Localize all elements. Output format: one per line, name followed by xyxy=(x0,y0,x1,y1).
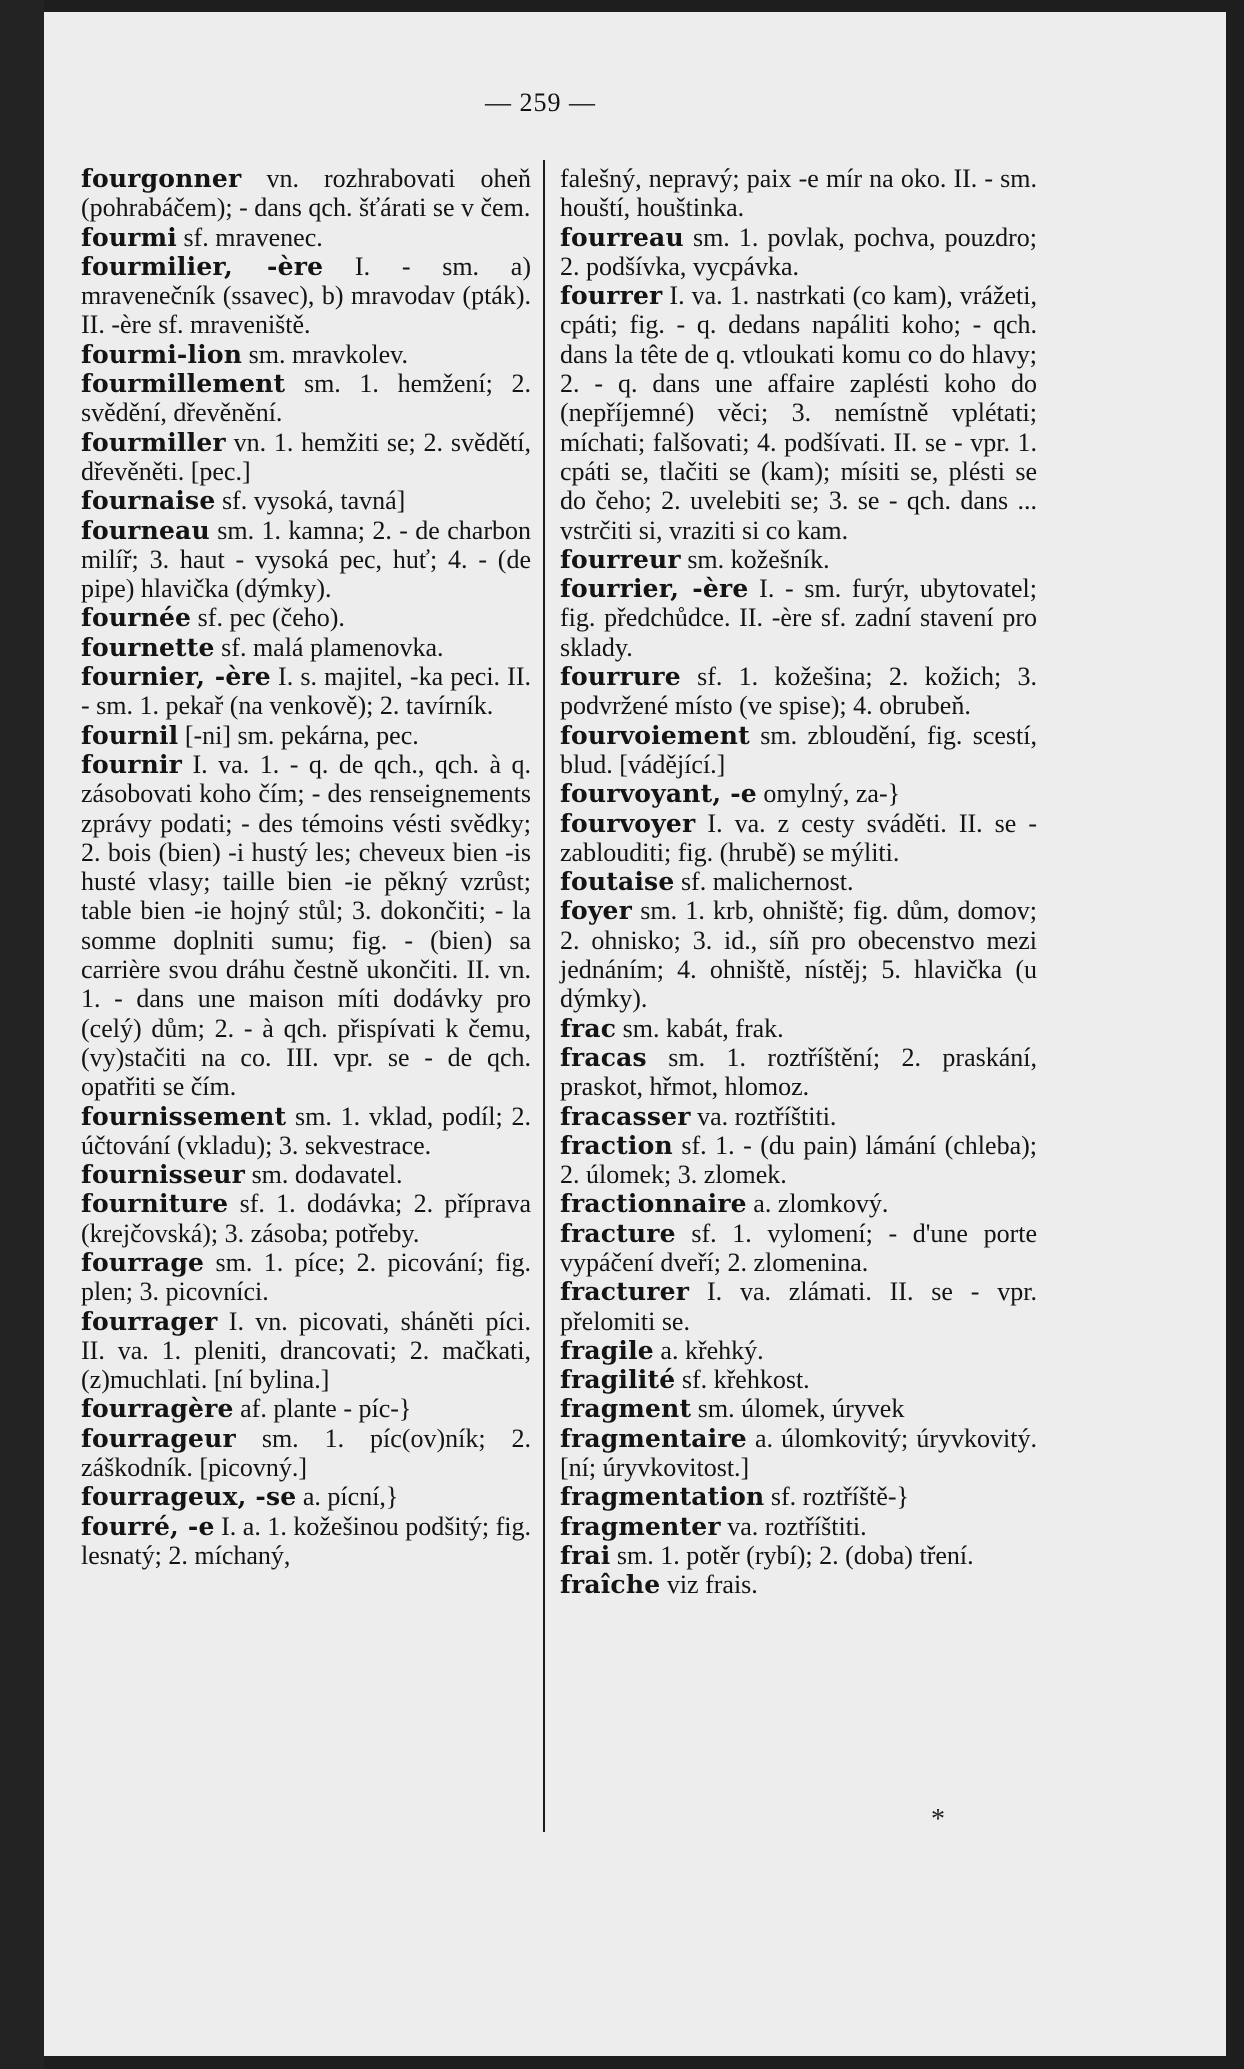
entry-definition: falešný, nepravý; paix -e mír na oko. II. - sm. houští, houštinka. xyxy=(560,164,1037,223)
dictionary-entry xyxy=(81,1160,531,1189)
entry-definition: I. a. 1. kožešinou podšitý; fig. lesnatý; 2. míchaný, xyxy=(81,1511,532,1570)
entry-headword: fourrure xyxy=(560,662,681,692)
entry-definition: sm. 1. hemžení; 2. svědění, dřevěnění. xyxy=(81,369,531,428)
entry-definition: sm. kabát, frak. xyxy=(616,1013,784,1043)
entry-headword: fourvoiement xyxy=(560,720,750,750)
dictionary-entry xyxy=(81,1307,531,1395)
dictionary-entry xyxy=(560,1014,1037,1043)
entry-headword: fourmilier, -ère xyxy=(81,251,324,281)
entry-headword: fourrageur xyxy=(81,1423,236,1453)
entry-headword: fourrage xyxy=(81,1247,205,1277)
entry-definition: sf. 1. - (du pain) lámání (chleba); 2. úlomek; 3. zlomek. xyxy=(560,1130,1037,1190)
entry-headword: fourniture xyxy=(81,1189,229,1219)
dictionary-entry xyxy=(560,1219,1037,1278)
dictionary-entry xyxy=(560,809,1037,868)
column-divider xyxy=(543,160,545,1832)
entry-headword: fraîche xyxy=(560,1570,661,1600)
entry-definition: sm. 1. píce; 2. picování; fig. plen; 3. picovníci. xyxy=(81,1247,531,1307)
entry-definition: sf. vysoká, tavná] xyxy=(215,486,406,516)
dictionary-entry xyxy=(81,1248,531,1307)
dictionary-entry xyxy=(81,252,531,340)
entry-definition: sm. 1. píc(ov)ník; 2. záškodník. [picovný.] xyxy=(81,1423,531,1483)
entry-headword: fragilité xyxy=(560,1365,676,1395)
entry-definition: I. va. zlámati. II. se - vpr. přelomiti se. xyxy=(560,1277,1037,1336)
entry-definition: I. - sm. a) mravenečník (ssavec), b) mravodav (pták). II. -ère sf. mraveniště. xyxy=(81,251,531,340)
entry-headword: fracture xyxy=(560,1218,676,1248)
entry-definition: sm. 1. vklad, podíl; 2. účtování (vkladu); 3. sekvestrace. xyxy=(81,1101,531,1160)
dictionary-entry xyxy=(81,340,531,369)
entry-definition: sf. 1. dodávka; 2. příprava (krejčovská); 3. zásoba; potřeby. xyxy=(81,1189,531,1248)
entry-headword: fragile xyxy=(560,1335,654,1365)
entry-definition: sm. zbloudění, fig. scestí, blud. [vádějící.] xyxy=(560,720,1037,779)
entry-definition: I. va. 1. - q. de qch., qch. à q. zásobovati koho čím; - des renseignements zprávy podati; - des témoins vésti svědky; 2. bois (bien) -i hustý les; cheveux bien -is husté vlasy; taille bien -ie pěkný vzrůst; table bien -ie hojný stůl; 3. dokončiti; - la somme doplniti sumu; fig. - (bien) sa carrière svou dráhu čestně ukončiti. II. vn. 1. - dans une maison míti dodávky pro (celý) dům; 2. - à qch. přispívati k čemu, (vy)stačiti na co. III. vpr. se - de qch. opatřiti se čím. xyxy=(81,749,531,1102)
dictionary-entry xyxy=(560,1102,1037,1131)
entry-headword: foyer xyxy=(560,896,633,926)
dictionary-entry xyxy=(81,164,531,223)
entry-headword: fracasser xyxy=(560,1101,691,1131)
dictionary-entry xyxy=(560,1277,1037,1336)
dictionary-entry xyxy=(81,1102,531,1161)
entry-headword: fourrier, -ère xyxy=(560,574,749,604)
entry-definition: af. plante - píc-} xyxy=(233,1394,412,1424)
entry-definition: a. křehký. xyxy=(653,1335,764,1365)
dictionary-entry xyxy=(560,281,1037,545)
entry-headword: fragmentation xyxy=(560,1482,765,1512)
dictionary-entry xyxy=(81,369,531,428)
dictionary-entry xyxy=(560,164,1037,223)
dictionary-entry xyxy=(560,1189,1037,1218)
entry-definition: sm. dodavatel. xyxy=(245,1160,403,1190)
entry-headword: fournisseur xyxy=(81,1160,246,1190)
dictionary-entry xyxy=(560,574,1037,662)
dictionary-entry xyxy=(560,662,1037,721)
entry-headword: fourmi-lion xyxy=(81,339,243,369)
entry-headword: frac xyxy=(560,1013,617,1043)
entry-definition: omylný, za-} xyxy=(756,779,901,809)
entry-headword: frai xyxy=(560,1540,611,1570)
entry-headword: fournil xyxy=(81,720,179,750)
dictionary-entry xyxy=(560,1365,1037,1394)
entry-headword: fourmiller xyxy=(81,427,226,457)
dictionary-entry xyxy=(81,223,531,252)
dictionary-entry xyxy=(560,1043,1037,1102)
entry-definition: sm. úlomek, úryvek xyxy=(691,1394,905,1424)
entry-headword: fourmi xyxy=(81,222,177,252)
entry-definition: a. pícní,} xyxy=(296,1482,399,1512)
entry-definition: [-ni] sm. pekárna, pec. xyxy=(178,720,419,750)
asterisk-mark: * xyxy=(931,1804,945,1835)
entry-definition: vn. rozhrabovati oheň (pohrabáčem); - dans qch. šťárati se v čem. xyxy=(81,164,531,223)
entry-headword: fournissement xyxy=(81,1101,287,1131)
entry-headword: fourneau xyxy=(81,515,210,545)
dictionary-entry xyxy=(81,486,531,515)
entry-definition: a. zlomkový. xyxy=(746,1189,889,1219)
entry-headword: fournette xyxy=(81,632,215,662)
entry-definition: sf. křehkost. xyxy=(675,1365,810,1395)
entry-headword: fourreau xyxy=(560,222,684,252)
entry-headword: fourmillement xyxy=(81,369,286,399)
entry-headword: fourré, -e xyxy=(81,1511,215,1541)
entry-headword: fournir xyxy=(81,749,183,779)
entry-headword: fourrageux, -se xyxy=(81,1482,297,1512)
entry-headword: fractionnaire xyxy=(560,1189,747,1219)
entry-definition: sm. kožešník. xyxy=(680,544,830,574)
entry-definition: sf. 1. vylomení; - d'une porte vypáčení dveří; 2. zlomenina. xyxy=(560,1218,1037,1277)
dictionary-entry xyxy=(560,1541,1037,1570)
entry-definition: sm. 1. potěr (rybí); 2. (doba) tření. xyxy=(610,1540,974,1570)
entry-definition: sf. malá plamenovka. xyxy=(214,632,444,662)
entry-definition: viz frais. xyxy=(660,1570,758,1600)
dictionary-entry xyxy=(81,721,531,750)
dictionary-entry xyxy=(560,867,1037,896)
entry-definition: sm. 1. roztříštění; 2. praskání, praskot, hřmot, hlomoz. xyxy=(560,1042,1037,1102)
entry-headword: fracas xyxy=(560,1042,647,1072)
dictionary-entry xyxy=(560,896,1037,1013)
entry-definition: sm. 1. krb, ohniště; fig. dům, domov; 2. ohnisko; 3. id., síň pro obecenstvo mezi jednáním; 4. ohniště, nístěj; 5. hlavička (u dýmky). xyxy=(560,896,1037,1014)
page-edge-shadow xyxy=(0,0,44,2069)
entry-headword: fournier, -ère xyxy=(81,662,271,692)
entry-definition: I. va. z cesty sváděti. II. se - zablouditi; fig. (hrubě) se mýliti. xyxy=(560,808,1037,867)
entry-definition: va. roztříštiti. xyxy=(720,1511,867,1541)
dictionary-entry xyxy=(81,1482,531,1511)
entry-definition: sf. pec (čeho). xyxy=(191,603,345,633)
entry-definition: sf. mravenec. xyxy=(176,222,323,252)
dictionary-entry xyxy=(81,1189,531,1248)
entry-definition: sf. roztříště-} xyxy=(764,1482,909,1512)
dictionary-entry xyxy=(560,1570,1037,1599)
entry-headword: foutaise xyxy=(560,867,675,897)
dictionary-entry xyxy=(560,1482,1037,1511)
entry-definition: sf. malichernost. xyxy=(674,867,854,897)
dictionary-entry xyxy=(560,1336,1037,1365)
dictionary-entry xyxy=(560,1512,1037,1541)
entry-headword: fourragère xyxy=(81,1394,234,1424)
dictionary-entry xyxy=(560,721,1037,780)
entry-headword: fragmentaire xyxy=(560,1423,747,1453)
entry-headword: fournaise xyxy=(81,486,216,516)
dictionary-entry xyxy=(81,1394,531,1423)
entry-headword: fourvoyer xyxy=(560,808,696,838)
dictionary-entry xyxy=(81,633,531,662)
dictionary-entry xyxy=(560,1394,1037,1423)
dictionary-entry xyxy=(560,1424,1037,1483)
dictionary-entry xyxy=(81,662,531,721)
entry-definition: I. - sm. furýr, ubytovatel; fig. předchůdce. II. -ère sf. zadní stavení pro sklady. xyxy=(560,574,1037,662)
left-column xyxy=(81,164,531,1570)
entry-definition: vn. 1. hemžiti se; 2. svědětí, dřevěněti. [pec.] xyxy=(81,427,531,486)
entry-definition: I. s. majitel, -ka peci. II. - sm. 1. pekař (na venkově); 2. tavírník. xyxy=(81,662,531,721)
entry-definition: va. roztříštiti. xyxy=(690,1101,837,1131)
dictionary-entry xyxy=(81,428,531,487)
entry-headword: fraction xyxy=(560,1130,673,1160)
entry-headword: fourvoyant, -e xyxy=(560,779,757,809)
entry-headword: fourrer xyxy=(560,281,663,311)
right-column xyxy=(560,164,1037,1600)
dictionary-entry xyxy=(81,603,531,632)
entry-definition: sf. 1. kožešina; 2. kožich; 3. podvržené místo (ve spise); 4. obrubeň. xyxy=(560,662,1037,721)
entry-headword: fourreur xyxy=(560,544,681,574)
entry-definition: a. úlomkovitý; úryvkovitý. [ní; úryvkovitost.] xyxy=(560,1423,1037,1483)
entry-headword: fourgonner xyxy=(81,164,242,193)
dictionary-entry xyxy=(81,1512,531,1571)
entry-headword: fragmenter xyxy=(560,1511,721,1541)
entry-definition: sm. 1. povlak, pochva, pouzdro; 2. podšívka, vycpávka. xyxy=(560,222,1037,281)
entry-definition: sm. mravkolev. xyxy=(242,339,408,369)
dictionary-entry xyxy=(560,223,1037,282)
entry-headword: fragment xyxy=(560,1394,692,1424)
entry-definition: I. vn. picovati, sháněti píci. II. va. 1. pleniti, drancovati; 2. mačkati, (z)muchlati. [ní bylina.] xyxy=(81,1306,531,1395)
entry-headword: fourrager xyxy=(81,1306,218,1336)
dictionary-entry xyxy=(560,779,1037,808)
dictionary-entry xyxy=(81,516,531,604)
dictionary-entry xyxy=(81,750,531,1102)
entry-definition: I. va. 1. nastrkati (co kam), vrážeti, cpáti; fig. - q. dedans napáliti koho; - qch. dans la tête de q. vtloukati komu co do hlavy; 2. - q. dans une affaire zaplésti koho do (nepříjemné) věci; 3. nemístně vplétati; míchati; falšovati; 4. podšívati. II. se - vpr. 1. cpáti se, tlačiti se (kam); mísiti se, plésti se do čeho; 2. uvelebiti se; 3. se - qch. dans ... vstrčiti si, vraziti si co kam. xyxy=(560,281,1037,545)
entry-headword: fournée xyxy=(81,603,192,633)
dictionary-entry xyxy=(560,545,1037,574)
dictionary-entry xyxy=(560,1131,1037,1190)
dictionary-entry xyxy=(81,1424,531,1483)
page-number: — 259 — xyxy=(485,88,596,117)
entry-definition: sm. 1. kamna; 2. - de charbon milíř; 3. haut - vysoká pec, huť; 4. - (de pipe) hlavička (dýmky). xyxy=(81,515,531,604)
entry-headword: fracturer xyxy=(560,1277,690,1307)
